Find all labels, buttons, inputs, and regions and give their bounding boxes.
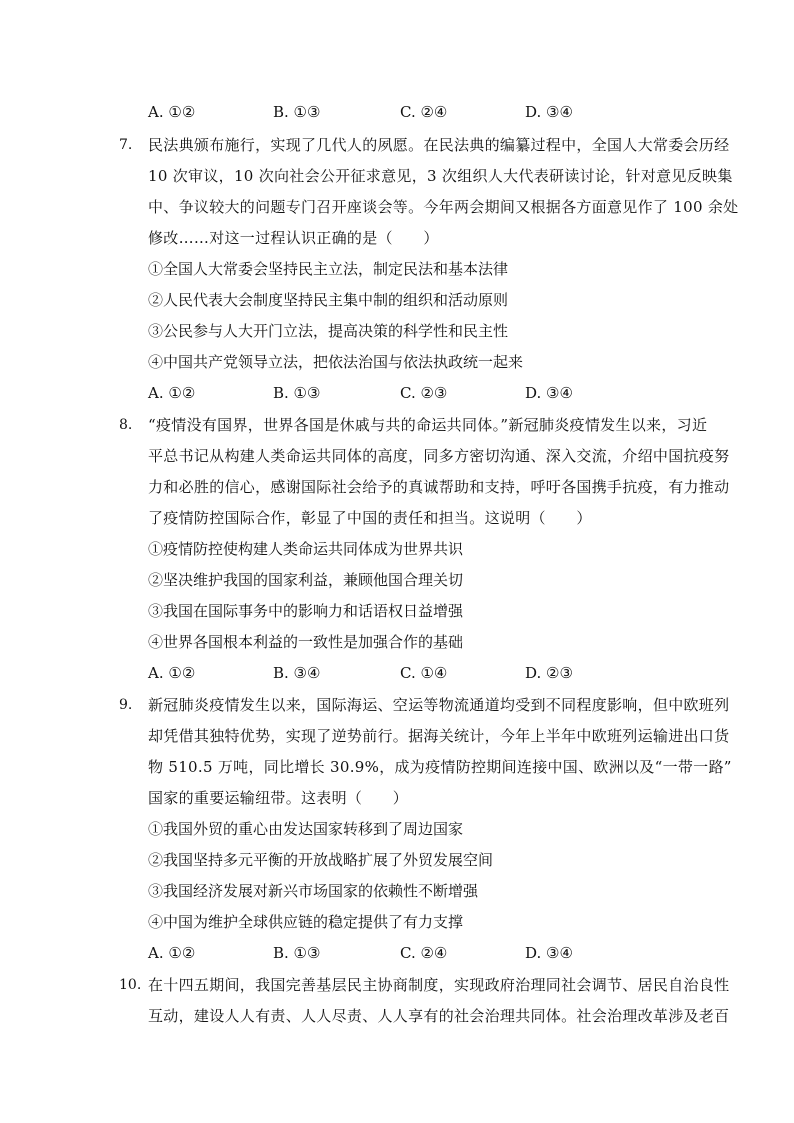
q7-option-b[interactable]: B. ①③ [273, 384, 321, 402]
q7-option-d[interactable]: D. ③④ [525, 384, 573, 402]
q8-option-a[interactable]: A. ①② [148, 664, 196, 682]
q8-line-4: 了疫情防控国际合作，彰显了中国的责任和担当。这说明（ ） [148, 509, 592, 527]
q9-statement-4: ④中国为维护全球供应链的稳定提供了有力支撑 [148, 913, 464, 931]
q7-number: 7. [119, 137, 133, 153]
q8-option-b[interactable]: B. ③④ [273, 664, 321, 682]
q7-options [148, 382, 688, 404]
q9-line-3: 物 510.5 万吨，同比增长 30.9%，成为疫情防控期间连接中国、欧洲以及“一带一路” [148, 758, 732, 776]
q9-option-d[interactable]: D. ③④ [525, 944, 573, 962]
q8-statement-1: ①疫情防控使构建人类命运共同体成为世界共识 [148, 540, 464, 558]
q7-line-3: 中、争议较大的问题专门召开座谈会等。今年两会期间又根据各方面意见作了 100 余处 [148, 198, 739, 216]
q7-statement-1: ①全国人大常委会坚持民主立法，制定民法和基本法律 [148, 260, 509, 278]
q6-option-b[interactable]: B. ①③ [273, 103, 321, 121]
q6-option-c[interactable]: C. ②④ [400, 103, 448, 121]
q9-statement-3: ③我国经济发展对新兴市场国家的依赖性不断增强 [148, 882, 479, 900]
q9-line-2: 却凭借其独特优势，实现了逆势前行。据海关统计，今年上半年中欧班列运输进出口货 [148, 727, 730, 745]
q9-option-a[interactable]: A. ①② [148, 944, 196, 962]
q9-option-c[interactable]: C. ②④ [400, 944, 448, 962]
q7-option-c[interactable]: C. ②③ [400, 384, 448, 402]
q7-line-4: 修改……对这一过程认识正确的是（ ） [148, 229, 439, 247]
q8-options [148, 662, 688, 684]
q8-number: 8. [119, 417, 133, 433]
q8-statement-2: ②坚决维护我国的国家利益，兼顾他国合理关切 [148, 571, 464, 589]
q7-statement-3: ③公民参与人大开门立法，提高决策的科学性和民主性 [148, 322, 509, 340]
q10-line-1: 在十四五期间，我国完善基层民主协商制度，实现政府治理同社会调节、居民自治良性 [148, 976, 730, 994]
q10-number: 10. [119, 977, 142, 993]
q7-line-2: 10 次审议，10 次向社会公开征求意见，3 次组织人大代表研读讨论，针对意见反映集 [148, 167, 733, 185]
q9-options [148, 942, 688, 964]
q8-line-3: 力和必胜的信心，感谢国际社会给予的真诚帮助和支持，呼吁各国携手抗疫，有力推动 [148, 478, 730, 496]
q9-line-4: 国家的重要运输纽带。这表明（ ） [148, 789, 409, 807]
q6-options [148, 101, 688, 123]
q8-line-2: 平总书记从构建人类命运共同体的高度，同多方密切沟通、深入交流，介绍中国抗疫努 [148, 447, 730, 465]
q9-option-b[interactable]: B. ①③ [273, 944, 321, 962]
q9-statement-1: ①我国外贸的重心由发达国家转移到了周边国家 [148, 820, 464, 838]
q9-number: 9. [119, 697, 133, 713]
q9-line-1: 新冠肺炎疫情发生以来，国际海运、空运等物流通道均受到不同程度影响，但中欧班列 [148, 696, 730, 714]
q10-line-2: 互动，建设人人有责、人人尽责、人人享有的社会治理共同体。社会治理改革涉及老百 [148, 1007, 730, 1025]
q7-statement-2: ②人民代表大会制度坚持民主集中制的组织和活动原则 [148, 291, 509, 309]
q9-statement-2: ②我国坚持多元平衡的开放战略扩展了外贸发展空间 [148, 851, 494, 869]
q8-statement-4: ④世界各国根本利益的一致性是加强合作的基础 [148, 633, 464, 651]
q7-statement-4: ④中国共产党领导立法，把依法治国与依法执政统一起来 [148, 353, 524, 371]
q8-statement-3: ③我国在国际事务中的影响力和话语权日益增强 [148, 602, 464, 620]
q7-line-1: 民法典颁布施行，实现了几代人的夙愿。在民法典的编纂过程中，全国人大常委会历经 [148, 136, 730, 154]
q6-option-d[interactable]: D. ③④ [525, 103, 573, 121]
q8-option-c[interactable]: C. ①④ [400, 664, 448, 682]
q7-option-a[interactable]: A. ①② [148, 384, 196, 402]
q8-line-1: “疫情没有国界，世界各国是休戚与共的命运共同体。”新冠肺炎疫情发生以来，习近 [148, 416, 708, 434]
q8-option-d[interactable]: D. ②③ [525, 664, 573, 682]
q6-option-a[interactable]: A. ①② [148, 103, 196, 121]
